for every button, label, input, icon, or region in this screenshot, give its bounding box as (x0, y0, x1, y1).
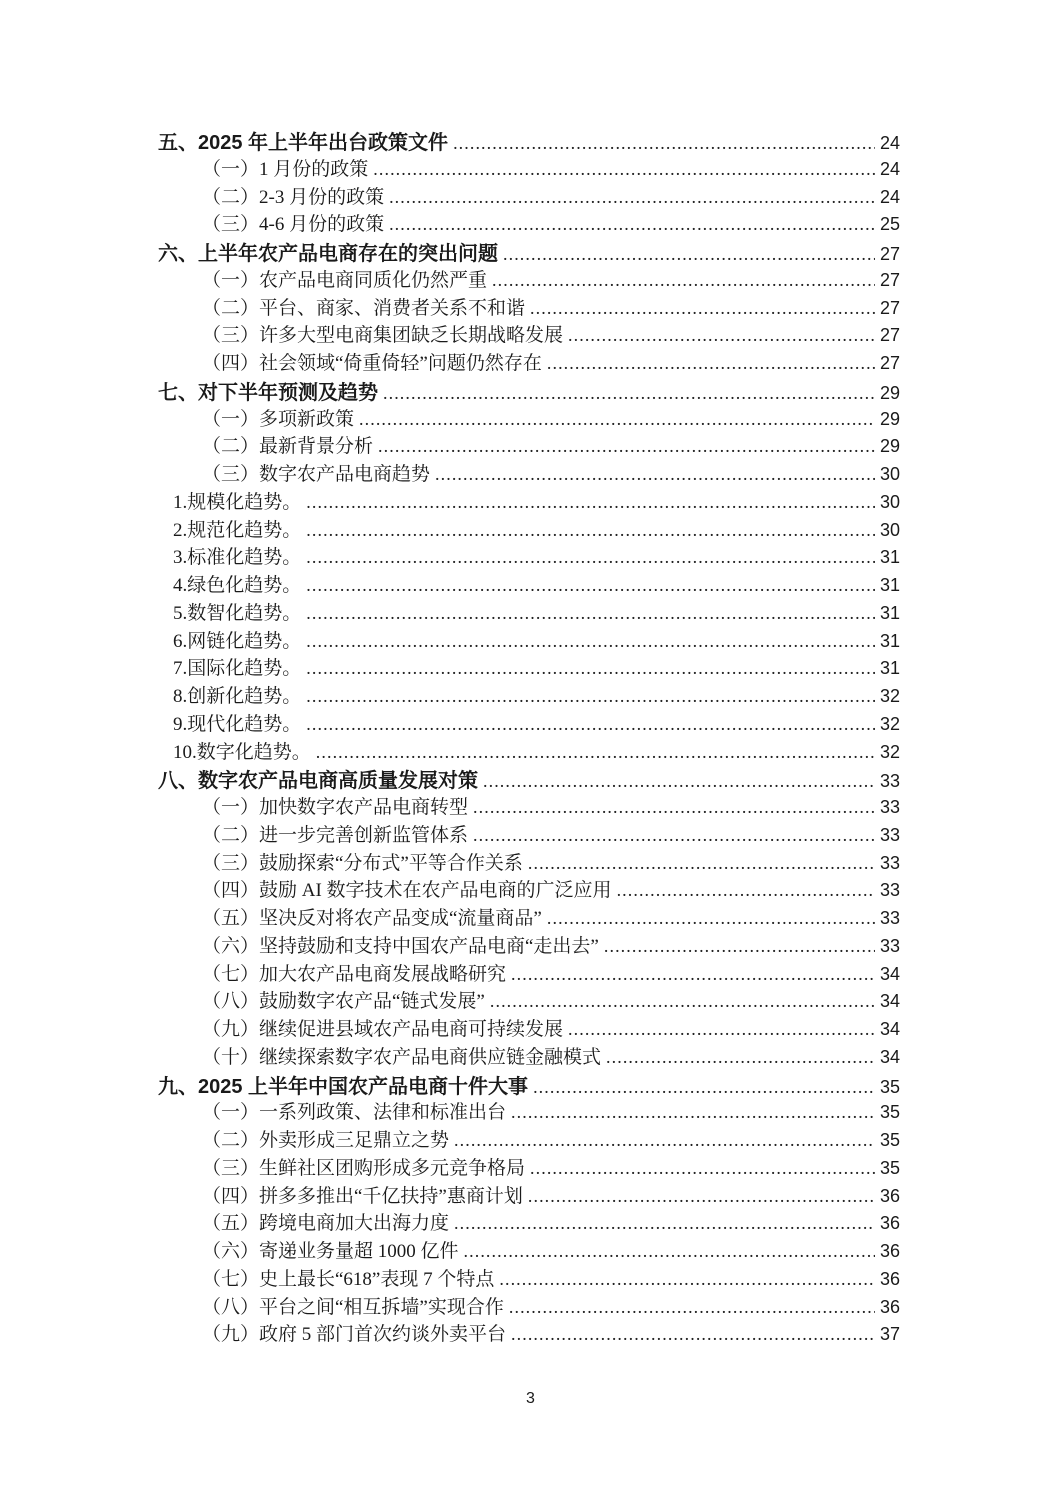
toc-entry-page: 33 (879, 771, 900, 792)
toc-entry (158, 320, 900, 348)
dot-leader (483, 770, 875, 792)
toc-entry-label: 7.国际化趋势。 (173, 658, 302, 680)
toc-entry (158, 903, 900, 931)
toc-entry-label: （九）政府 5 部门首次约谈外卖平台 (202, 1324, 507, 1346)
toc-entry-page: 35 (879, 1076, 900, 1097)
toc-entry-page: 29 (879, 408, 900, 429)
toc-entry-label: （二）最新背景分析 (202, 436, 374, 458)
toc-entry (158, 265, 900, 293)
dot-leader (492, 270, 875, 292)
toc-entry-label: （七）史上最长“618”表现 7 个特点 (202, 1268, 495, 1290)
toc-entry (158, 126, 900, 154)
toc-entry-page: 34 (879, 1019, 900, 1039)
toc-entry-label: （六）坚持鼓励和支持中国农产品电商“走出去” (202, 935, 599, 957)
toc-entry-page: 36 (879, 1213, 900, 1234)
toc-entry-label: （六）寄递业务量超 1000 亿件 (202, 1241, 459, 1262)
footer-page-number: 3 (526, 1390, 535, 1407)
toc-entry (158, 542, 900, 570)
toc-entry-page: 35 (879, 1130, 900, 1150)
dot-leader (306, 686, 875, 708)
toc-entry (158, 1319, 900, 1347)
toc-entry (158, 848, 900, 876)
toc-entry-label: （四）鼓励 AI 数字技术在农产品电商的广泛应用 (202, 880, 612, 902)
toc-entry (158, 515, 900, 543)
toc-entry-page: 36 (879, 1185, 900, 1206)
toc-entry (158, 570, 900, 598)
toc-entry (158, 737, 900, 765)
toc-entry-label: （一）加快数字农产品电商转型 (202, 797, 469, 818)
toc-entry-label: （三）4-6 月份的政策 (202, 214, 385, 236)
dot-leader (306, 714, 875, 736)
toc-entry (158, 1292, 900, 1320)
dot-leader (373, 159, 875, 181)
toc-list (158, 126, 900, 1347)
dot-leader (306, 631, 875, 653)
toc-entry (158, 959, 900, 987)
dot-leader (454, 1130, 875, 1152)
toc-entry (158, 764, 900, 792)
dot-leader (359, 409, 875, 431)
toc-entry-page: 27 (879, 353, 900, 373)
dot-leader (617, 880, 875, 902)
toc-entry (158, 1125, 900, 1153)
toc-entry-label: （五）跨境电商加大出海力度 (202, 1213, 450, 1235)
dot-leader (464, 1241, 875, 1263)
dot-leader (547, 353, 875, 375)
toc-entry-label: 9.现代化趋势。 (173, 713, 302, 735)
toc-entry-label: （四）拼多多推出“千亿扶持”惠商计划 (202, 1185, 523, 1207)
toc-entry-label: （三）生鲜社区团购形成多元竞争格局 (202, 1157, 526, 1179)
toc-entry-page: 33 (879, 852, 900, 873)
toc-entry (158, 792, 900, 820)
toc-entry-page: 24 (879, 158, 900, 179)
dot-leader (606, 1047, 875, 1069)
toc-entry-label: 10.数字化趋势。 (173, 741, 311, 763)
toc-entry (158, 1042, 900, 1070)
toc-entry (158, 875, 900, 903)
toc-entry-page: 27 (879, 269, 900, 290)
toc-entry-label: （八）平台之间“相互拆墙”实现合作 (202, 1296, 504, 1318)
dot-leader (306, 603, 875, 625)
toc-entry-page: 36 (879, 1296, 900, 1317)
toc-entry (158, 626, 900, 654)
dot-leader (511, 1324, 875, 1346)
dot-leader (509, 1297, 875, 1319)
dot-leader (453, 132, 875, 154)
toc-entry-page: 31 (879, 602, 900, 623)
dot-leader (473, 825, 875, 847)
toc-entry (158, 931, 900, 959)
toc-entry-page: 33 (879, 824, 900, 845)
toc-entry-page: 31 (879, 547, 900, 568)
toc-entry-label: 5.数智化趋势。 (173, 602, 302, 624)
toc-entry-label: （九）继续促进县域农产品电商可持续发展 (202, 1019, 564, 1040)
toc-entry-page: 27 (879, 325, 900, 346)
dot-leader (568, 1019, 875, 1041)
toc-entry-label: 九、2025 上半年中国农产品电商十件大事 (158, 1075, 529, 1098)
toc-entry-label: （八）鼓励数字农产品“链式发展” (202, 991, 485, 1013)
toc-entry (158, 459, 900, 487)
dot-leader (528, 1186, 875, 1208)
toc-entry-page: 33 (879, 880, 900, 901)
toc-entry-label: （一）多项新政策 (202, 408, 355, 430)
toc-entry-label: 八、数字农产品电商高质量发展对策 (158, 770, 478, 792)
toc-entry-label: （七）加大农产品电商发展战略研究 (202, 963, 507, 985)
toc-entry-page: 30 (879, 519, 900, 540)
toc-entry-page: 36 (879, 1268, 900, 1289)
toc-entry-label: 3.标准化趋势。 (173, 547, 302, 569)
dot-leader (530, 1158, 875, 1180)
toc-entry-page: 34 (879, 1046, 900, 1067)
dot-leader (568, 325, 875, 347)
toc-entry-label: 6.网链化趋势。 (173, 630, 302, 652)
dot-leader (533, 1076, 875, 1098)
toc-entry (158, 209, 900, 237)
toc-entry-page: 34 (879, 963, 900, 984)
toc-entry-label: 六、上半年农产品电商存在的突出问题 (158, 243, 498, 265)
toc-entry-label: （二）外卖形成三足鼎立之势 (202, 1130, 450, 1151)
toc-entry-page: 33 (879, 908, 900, 928)
toc-entry-label: （二）2-3 月份的政策 (202, 186, 385, 208)
dot-leader (306, 492, 875, 514)
toc-entry (158, 1153, 900, 1181)
dot-leader (435, 464, 875, 486)
toc-entry-label: （一）一系列政策、法律和标准出台 (202, 1102, 507, 1124)
toc-entry-page: 29 (879, 382, 900, 403)
toc-entry-label: 4.绿色化趋势。 (173, 575, 302, 596)
toc-entry-label: 8.创新化趋势。 (173, 686, 302, 707)
toc-entry-label: （十）继续探索数字农产品电商供应链金融模式 (202, 1046, 602, 1068)
dot-leader (306, 547, 875, 569)
toc-entry (158, 598, 900, 626)
toc-entry (158, 1208, 900, 1236)
toc-entry (158, 154, 900, 182)
toc-entry-label: 2.规范化趋势。 (173, 519, 302, 541)
toc-entry (158, 653, 900, 681)
toc-entry (158, 376, 900, 404)
toc-entry (158, 1070, 900, 1098)
toc-entry (158, 348, 900, 376)
toc-entry (158, 1014, 900, 1042)
toc-entry-label: （三）许多大型电商集团缺乏长期战略发展 (202, 325, 564, 347)
toc-entry-page: 35 (879, 1157, 900, 1178)
toc-entry (158, 1236, 900, 1264)
toc-entry-page: 32 (879, 741, 900, 762)
dot-leader (378, 436, 875, 458)
toc-entry-page: 31 (879, 630, 900, 651)
toc-entry (158, 431, 900, 459)
toc-entry-label: （四）社会领域“倚重倚轻”问题仍然存在 (202, 353, 542, 374)
dot-leader (473, 797, 875, 819)
toc-entry-label: 1.规模化趋势。 (173, 491, 302, 513)
toc-entry-label: （三）数字农产品电商趋势 (202, 464, 431, 485)
toc-entry (158, 293, 900, 321)
toc-entry-label: （一）农产品电商同质化仍然严重 (202, 269, 488, 291)
toc-entry-label: （五）坚决反对将农产品变成“流量商品” (202, 908, 542, 929)
toc-entry-label: （一）1 月份的政策 (202, 158, 369, 180)
toc-entry (158, 986, 900, 1014)
dot-leader (383, 382, 875, 404)
toc-entry-page: 33 (879, 935, 900, 956)
dot-leader (503, 243, 875, 265)
toc-entry-page: 27 (879, 297, 900, 318)
toc-entry (158, 681, 900, 709)
dot-leader (511, 1102, 875, 1124)
dot-leader (528, 853, 875, 875)
dot-leader (530, 298, 875, 320)
toc-entry-page: 32 (879, 686, 900, 706)
toc-entry (158, 1264, 900, 1292)
toc-entry-label: （二）平台、商家、消费者关系不和谐 (202, 297, 526, 319)
toc-entry-page: 33 (879, 797, 900, 817)
dot-leader (454, 1213, 875, 1235)
toc-entry-label: 七、对下半年预测及趋势 (158, 381, 378, 404)
dot-leader (306, 520, 875, 542)
toc-entry (158, 709, 900, 737)
toc-entry-page: 30 (879, 491, 900, 512)
toc-entry-page: 31 (879, 575, 900, 595)
dot-leader (604, 936, 875, 958)
toc-entry-label: 五、2025 年上半年出台政策文件 (158, 132, 449, 154)
toc-entry (158, 1181, 900, 1209)
toc-entry-page: 31 (879, 658, 900, 679)
toc-entry (158, 237, 900, 265)
toc-entry-page: 24 (879, 133, 900, 153)
toc-entry-page: 24 (879, 186, 900, 207)
toc-entry-page: 36 (879, 1241, 900, 1261)
toc-entry (158, 182, 900, 210)
dot-leader (306, 575, 875, 597)
dot-leader (490, 991, 875, 1013)
dot-leader (511, 964, 875, 986)
toc-entry-label: （二）进一步完善创新监管体系 (202, 824, 469, 846)
toc-entry-page: 27 (879, 244, 900, 264)
toc-entry (158, 820, 900, 848)
toc-entry-page: 29 (879, 436, 900, 457)
dot-leader (306, 658, 875, 680)
toc-entry-page: 37 (879, 1324, 900, 1345)
toc-entry (158, 404, 900, 432)
toc-entry-page: 35 (879, 1102, 900, 1123)
toc-entry (158, 1097, 900, 1125)
dot-leader (316, 742, 875, 764)
toc-entry (158, 487, 900, 515)
dot-leader (389, 187, 875, 209)
toc-entry-page: 32 (879, 713, 900, 734)
toc-entry-page: 34 (879, 991, 900, 1012)
dot-leader (547, 908, 875, 930)
toc-entry-label: （三）鼓励探索“分布式”平等合作关系 (202, 852, 523, 874)
dot-leader (389, 214, 875, 236)
dot-leader (499, 1269, 875, 1291)
toc-entry-page: 25 (879, 214, 900, 235)
toc-entry-page: 30 (879, 464, 900, 484)
